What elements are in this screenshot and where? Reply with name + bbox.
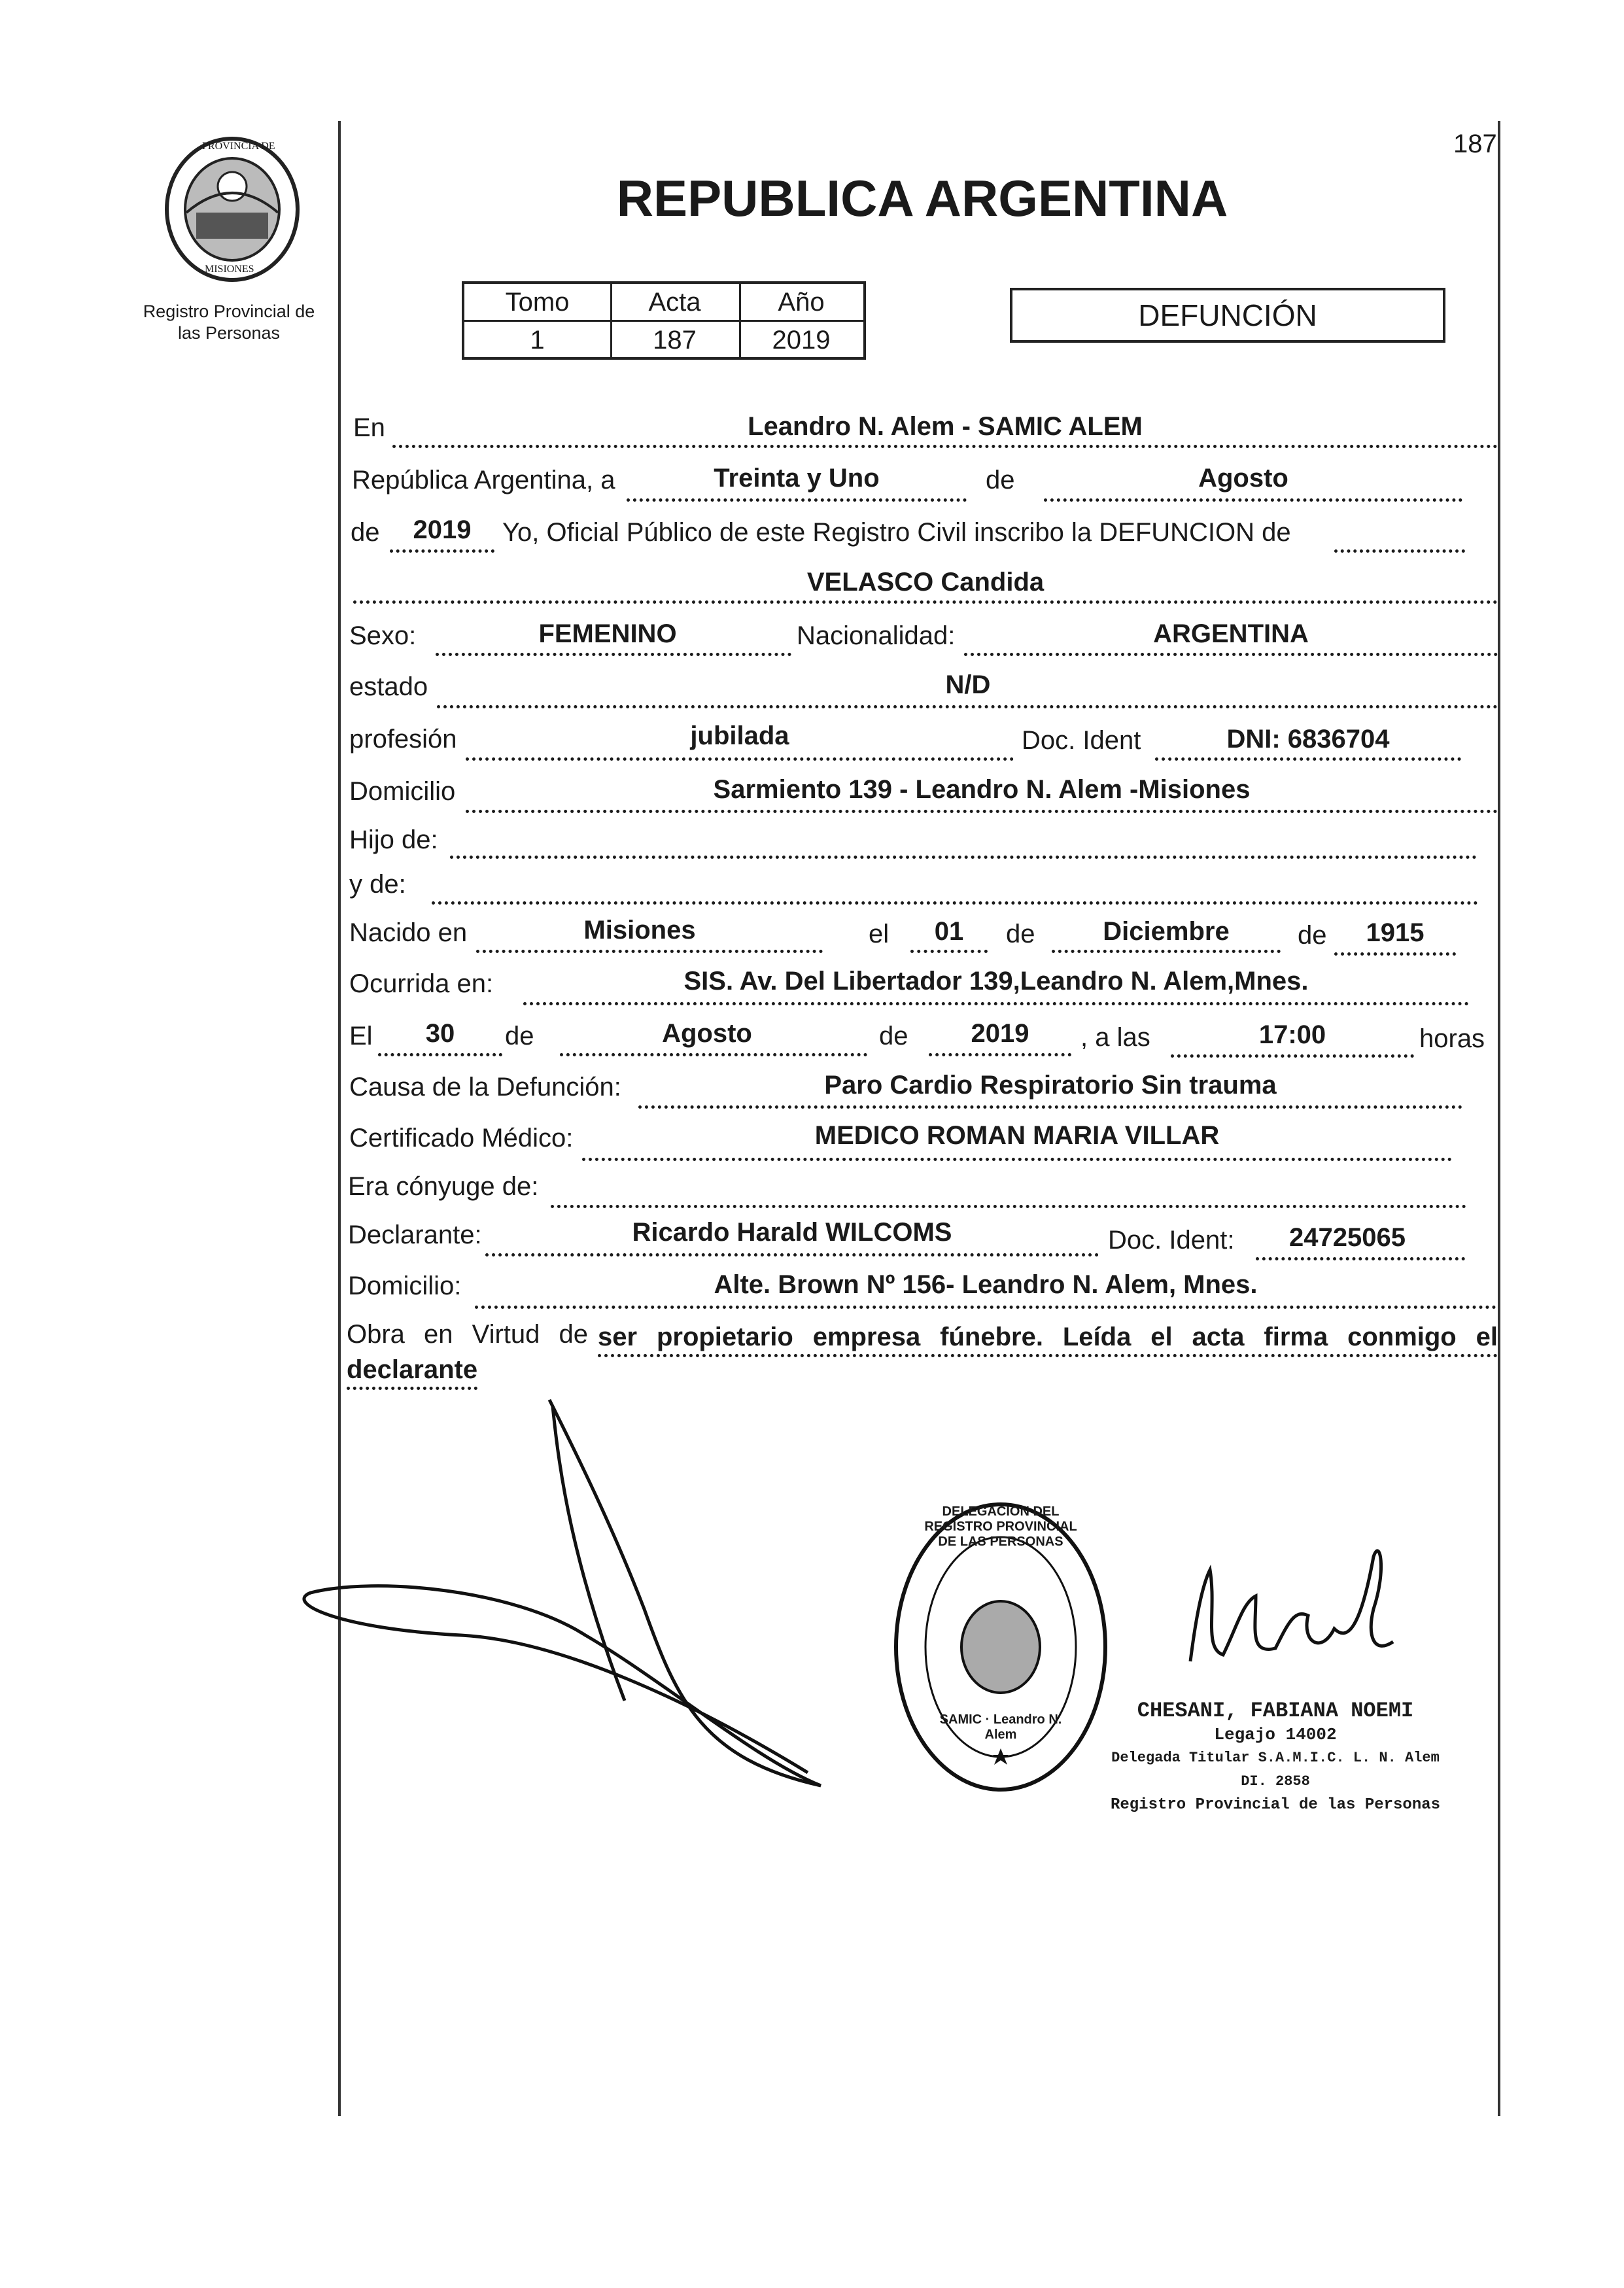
label-sexo: Sexo: (349, 621, 417, 650)
label-doc-ident: Doc. Ident (1022, 726, 1141, 755)
dotted-line-domicilio (466, 810, 1498, 813)
dotted-line-nacionalidad (964, 653, 1498, 656)
value-declarante-doc: 24725065 (1289, 1223, 1406, 1252)
label-de-nac-anio: de (1298, 921, 1327, 950)
label-el-fecha: El (349, 1022, 373, 1050)
value-def-mes: Agosto (662, 1019, 752, 1048)
stamp-ring-text: DELEGACION DEL REGISTRO PROVINCIAL DE LAS PERSONAS (924, 1504, 1077, 1549)
record-table-header-acta: Acta (648, 288, 701, 317)
official-name-block (1105, 1699, 1445, 1817)
right-border-line (1498, 121, 1500, 2116)
value-causa: Paro Cardio Respiratorio Sin trauma (824, 1071, 1277, 1100)
label-obra: Obra en Virtud de (347, 1320, 589, 1349)
dotted-line-declarante-doc (1256, 1257, 1465, 1260)
dotted-line-anio (390, 549, 494, 553)
dotted-line-ocurrida-en (523, 1002, 1469, 1005)
value-ocurrida-en: SIS. Av. Del Libertador 139,Leandro N. Alem,Mnes. (683, 967, 1309, 996)
value-documento: DNI: 6836704 (1226, 725, 1390, 754)
seal-text-top: PROVINCIA DE (202, 141, 275, 152)
dotted-line-hora (1171, 1054, 1414, 1058)
label-domicilio-declarante: Domicilio: (348, 1272, 462, 1300)
label-horas: horas (1419, 1024, 1485, 1053)
stamp-inner-text: SAMIC · Leandro N. Alem (939, 1712, 1062, 1742)
value-nacionalidad: ARGENTINA (1153, 619, 1309, 648)
record-table (462, 281, 866, 360)
record-table-header-tomo: Tomo (505, 288, 570, 317)
value-certificado: MEDICO ROMAN MARIA VILLAR (814, 1121, 1220, 1150)
value-def-anio: 2019 (971, 1019, 1029, 1048)
value-obra-line2: declarante (347, 1355, 478, 1384)
dotted-line-dia (627, 498, 967, 502)
misiones-seal (160, 134, 304, 285)
label-domicilio: Domicilio (349, 777, 456, 806)
dotted-line-documento (1155, 757, 1461, 761)
value-nac-anio: 1915 (1366, 918, 1425, 947)
value-nacido-en: Misiones (583, 916, 696, 945)
label-causa: Causa de la Defunción: (349, 1073, 621, 1101)
label-nacionalidad: Nacionalidad: (797, 621, 956, 650)
record-table-value-anio: 2019 (772, 326, 831, 355)
dotted-line-nac-dia (910, 950, 988, 953)
official-name: CHESANI, FABIANA NOEMI (1137, 1699, 1414, 1723)
value-declarante-domicilio: Alte. Brown Nº 156- Leandro N. Alem, Mnes. (714, 1270, 1258, 1299)
seal-text-bottom: MISIONES (205, 264, 254, 275)
dotted-line-nacido-en (476, 950, 823, 953)
record-table-value-tomo: 1 (530, 326, 545, 355)
value-domicilio: Sarmiento 139 - Leandro N. Alem -Misiones (713, 775, 1251, 804)
left-border-line (338, 121, 341, 2116)
page-title: REPUBLICA ARGENTINA (616, 169, 1228, 227)
record-table-divider (464, 320, 863, 322)
value-obra-line1: ser propietario empresa fúnebre. Leída el acta firma conmigo el (598, 1323, 1498, 1351)
dotted-line-causa (638, 1105, 1462, 1109)
label-de-def-anio: de (879, 1022, 908, 1050)
dotted-line-defuncion-de (1334, 549, 1465, 553)
label-de-mes: de (986, 466, 1015, 494)
registry-name (118, 301, 340, 344)
label-nacido-en: Nacido en (349, 918, 468, 947)
label-conyuge: Era cónyuge de: (348, 1172, 539, 1201)
value-profesion: jubilada (690, 721, 789, 750)
value-lugar: Leandro N. Alem - SAMIC ALEM (748, 412, 1143, 441)
official-stamp (890, 1497, 1112, 1797)
label-de-anio: de (351, 518, 380, 547)
record-type-box: DEFUNCIÓN (1010, 288, 1445, 343)
registry-name-line2: las Personas (177, 323, 281, 343)
value-nac-mes: Diciembre (1103, 917, 1230, 946)
record-table-value-acta: 187 (653, 326, 697, 355)
dotted-line-def-dia (378, 1053, 502, 1056)
dotted-line-hijo-de (450, 856, 1477, 859)
value-sexo: FEMENINO (538, 619, 677, 648)
dotted-line-obra-2 (347, 1387, 477, 1390)
record-table-header-anio: Año (778, 288, 825, 317)
label-de-nac-mes: de (1006, 920, 1035, 948)
official-cargo: Delegada Titular S.A.M.I.C. L. N. Alem DI. 2858 (1111, 1750, 1440, 1790)
official-registro: Registro Provincial de las Personas (1110, 1796, 1441, 1814)
label-republica: República Argentina, a (352, 466, 615, 494)
dotted-line-nac-mes (1052, 950, 1281, 953)
label-doc-ident-declarante: Doc. Ident: (1108, 1226, 1235, 1255)
value-hora: 17:00 (1258, 1020, 1326, 1049)
dotted-line-nac-anio (1334, 952, 1456, 956)
value-declarante: Ricardo Harald WILCOMS (632, 1218, 952, 1247)
label-y-de: y de: (349, 870, 406, 899)
value-dia: Treinta y Uno (714, 464, 880, 493)
label-yo-oficial: Yo, Oficial Público de este Registro Civil inscribo la DEFUNCION de (502, 518, 1291, 547)
label-ocurrida-en: Ocurrida en: (349, 969, 494, 998)
label-declarante: Declarante: (348, 1221, 482, 1249)
label-de-def-mes: de (505, 1022, 534, 1050)
label-en: En (353, 413, 385, 442)
registry-name-line1: Registro Provincial de (143, 302, 315, 321)
value-nombre: VELASCO Candida (806, 568, 1045, 597)
dotted-line-declarante-domicilio (475, 1306, 1496, 1309)
value-nac-dia: 01 (934, 917, 964, 946)
value-def-dia: 30 (425, 1019, 455, 1048)
declarant-signature (298, 1393, 873, 1799)
label-profesion: profesión (349, 725, 457, 754)
value-anio: 2019 (413, 515, 472, 544)
value-estado: N/D (945, 670, 991, 699)
official-legajo: Legajo 14002 (1214, 1725, 1337, 1744)
dotted-line-estado (437, 705, 1498, 708)
page-number: 187 (1453, 130, 1497, 158)
dotted-line-profesion (466, 757, 1014, 761)
label-a-las: , a las (1080, 1023, 1150, 1052)
dotted-line-sexo (436, 653, 791, 656)
dotted-line-lugar (392, 445, 1498, 448)
dotted-line-nombre (353, 600, 1498, 604)
dotted-line-certificado (582, 1158, 1452, 1161)
label-el: el (869, 920, 890, 948)
value-mes: Agosto (1198, 464, 1288, 493)
dotted-line-conyuge (551, 1205, 1466, 1208)
label-hijo-de: Hijo de: (349, 825, 438, 854)
label-estado: estado (349, 672, 428, 701)
dotted-line-def-mes (560, 1053, 867, 1056)
dotted-line-declarante (485, 1253, 1099, 1257)
dotted-line-def-anio (929, 1053, 1071, 1056)
dotted-line-obra (598, 1354, 1498, 1357)
official-signature (1177, 1531, 1413, 1688)
dotted-line-mes (1044, 498, 1462, 502)
dotted-line-y-de (432, 901, 1478, 905)
label-certificado: Certificado Médico: (349, 1124, 574, 1153)
